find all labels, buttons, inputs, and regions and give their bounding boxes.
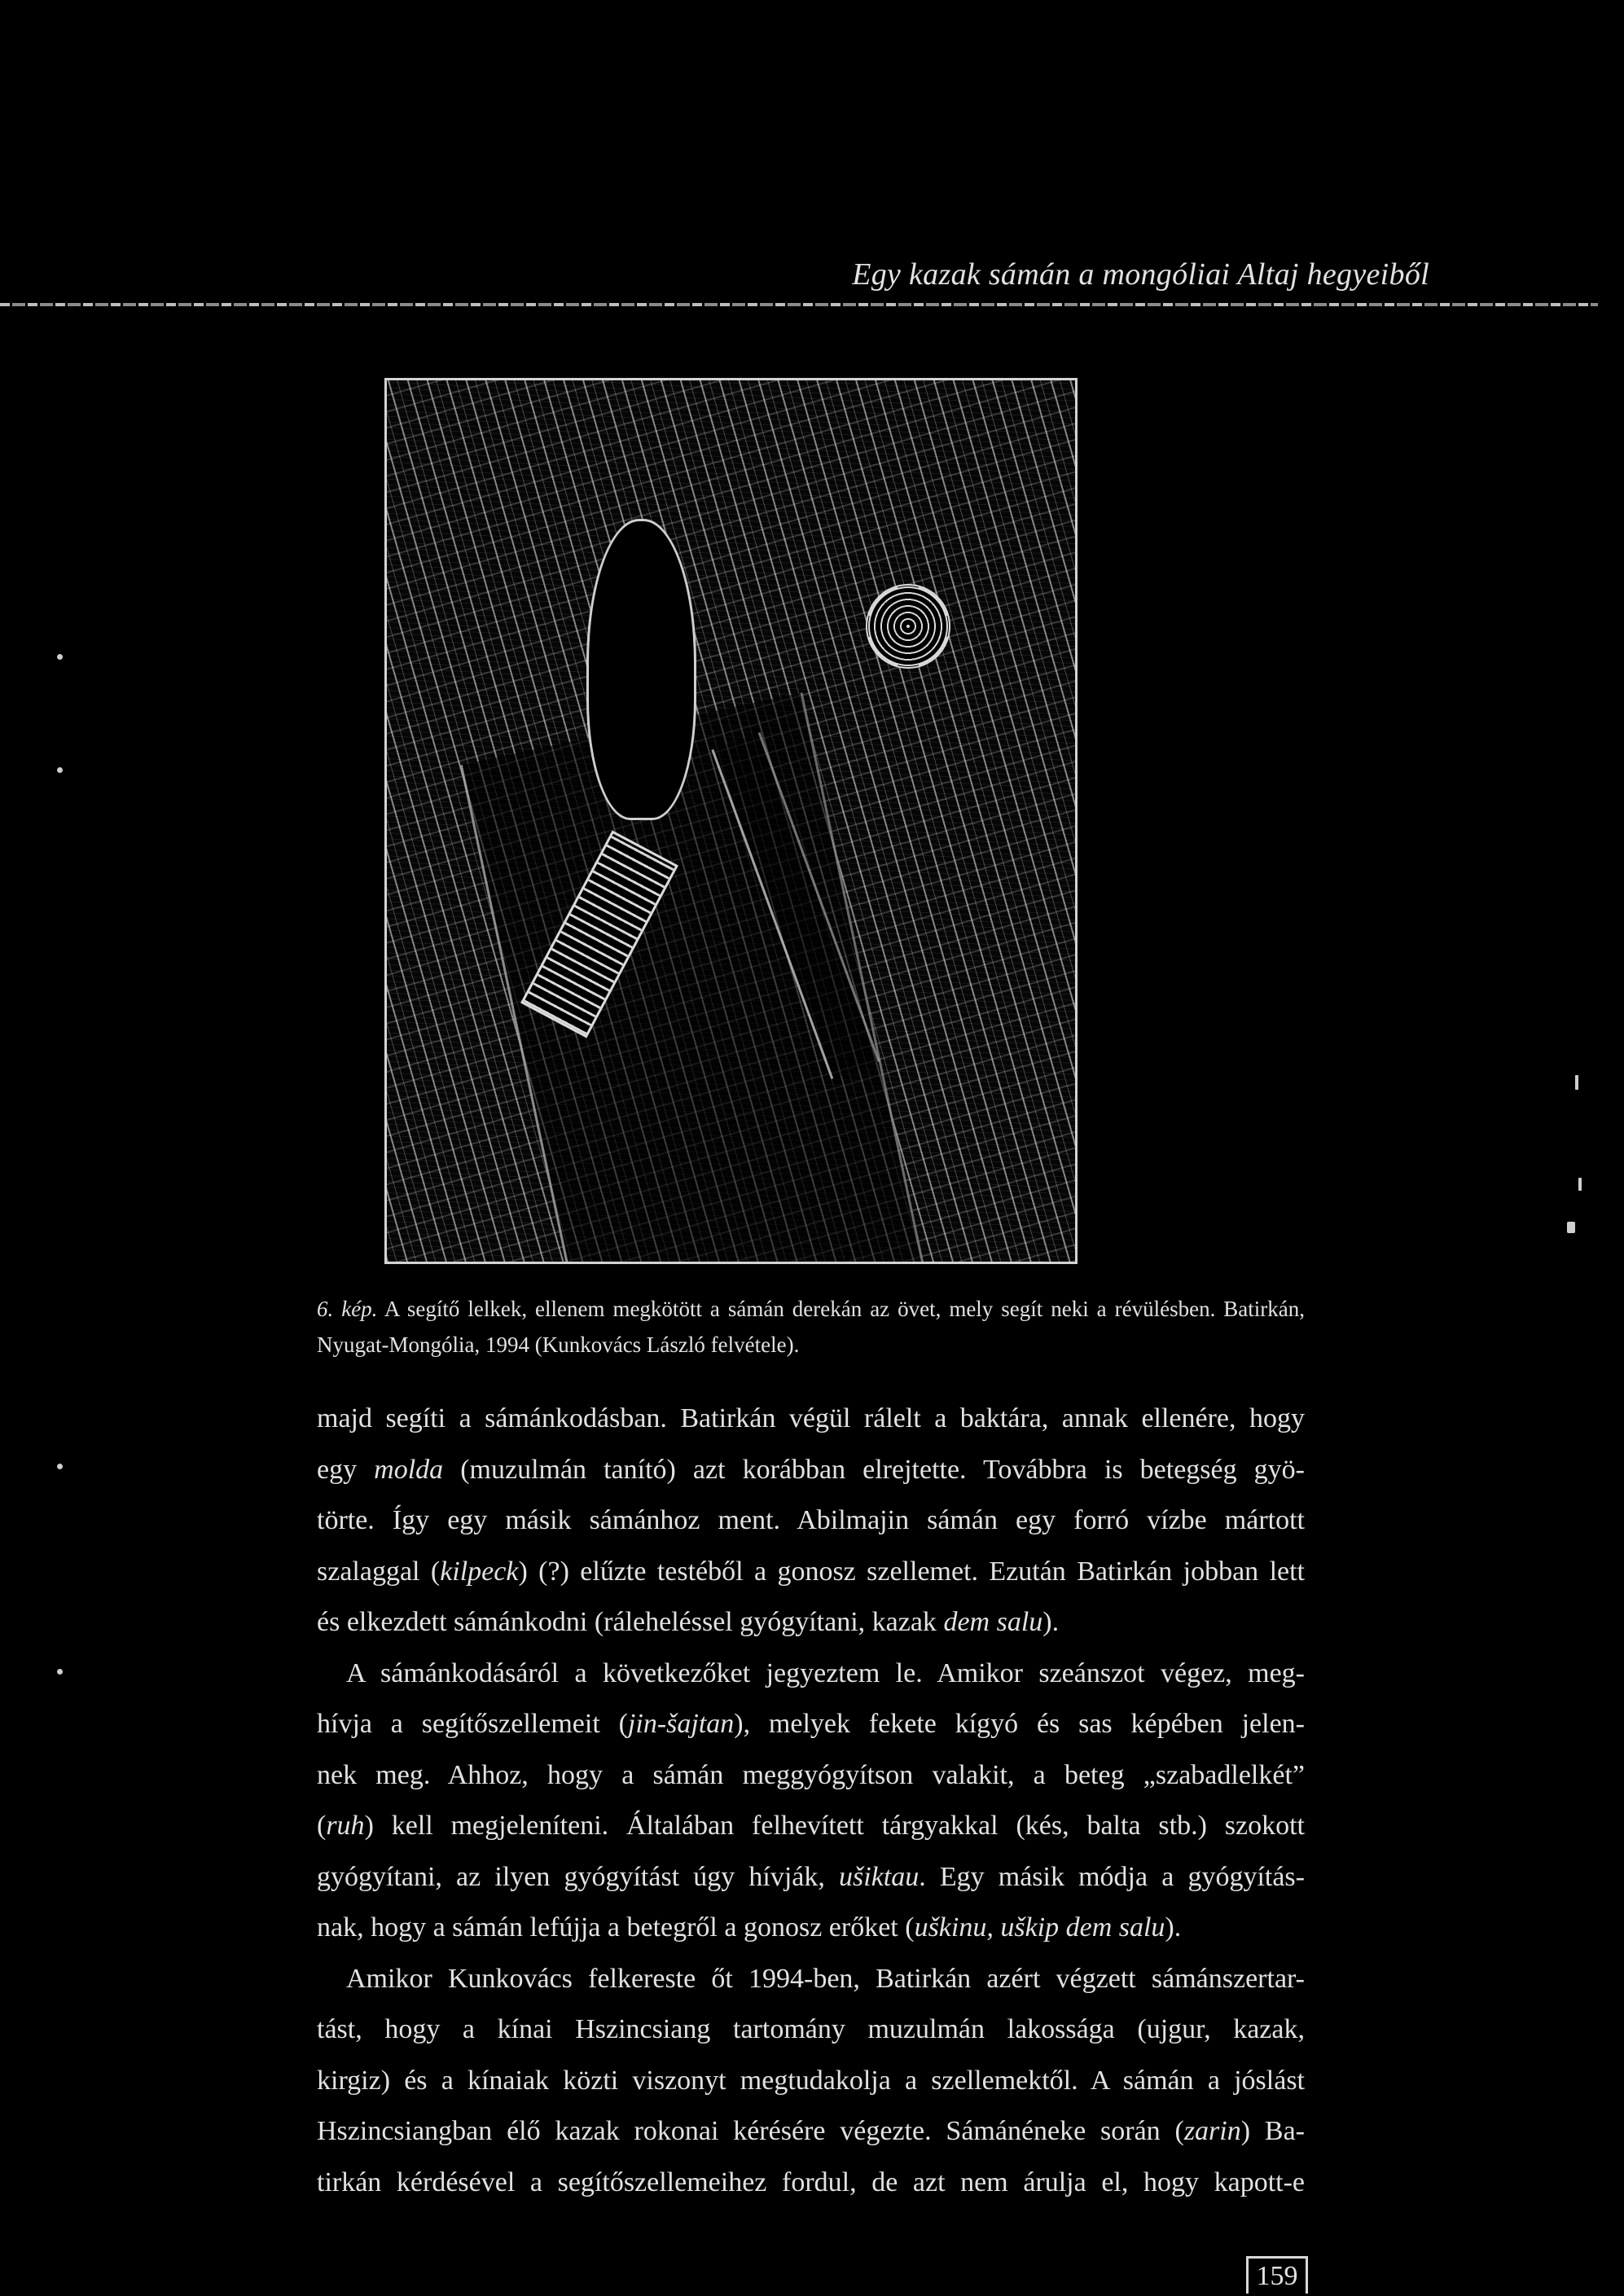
text-line <box>317 2158 1305 2209</box>
text-run: . Egy másik módja a gyógyítás- <box>919 1861 1305 1892</box>
italic-term: jin-šajtan <box>627 1709 735 1739</box>
text-run: tást, hogy a kínai Hszincsiang tartomány muzulmán lakossága (ujgur, kazak, <box>317 2014 1305 2044</box>
text-line <box>317 1394 1305 1445</box>
header-rule <box>0 303 1598 306</box>
italic-term: zarin <box>1183 2116 1241 2146</box>
text-line <box>317 2056 1305 2107</box>
text-run: ) kell megjeleníteni. Általában felhevített tárgyakkal (kés, balta stb.) szokott <box>364 1811 1305 1841</box>
italic-term: kilpeck <box>440 1556 519 1587</box>
text-line <box>317 2004 1305 2056</box>
text-line <box>317 1648 1305 1700</box>
text-line <box>317 1597 1305 1648</box>
scan-mark <box>1575 1075 1578 1090</box>
figure-label: 6. kép. <box>317 1297 378 1321</box>
scan-mark <box>57 1669 63 1675</box>
text-line <box>317 1495 1305 1547</box>
text-line <box>317 1852 1305 1903</box>
page-number: 159 <box>1246 2256 1308 2294</box>
figure-caption <box>317 1291 1305 1363</box>
body-paragraph <box>317 1394 1305 1648</box>
body-text <box>317 1394 1305 2208</box>
text-run: Hszincsiangban élő kazak rokonai kérésére végezte. Sámánéneke során ( <box>317 2116 1184 2146</box>
text-run: majd segíti a sámánkodásban. Batirkán végül rálelt a baktára, annak ellenére, hogy <box>317 1403 1305 1433</box>
scan-mark <box>1578 1178 1582 1191</box>
text-run: hívja a segítőszellemeit ( <box>317 1709 628 1739</box>
scan-mark <box>57 1464 63 1469</box>
text-line <box>317 2106 1305 2158</box>
caption-text: A segítő lelkek, ellenem megkötött a sámán derekán az övet, mely segít neki a révülésben. Batirkán, <box>384 1297 1306 1321</box>
caption-text: Nyugat-Mongólia, 1994 (Kunkovács László felvétele). <box>317 1332 800 1357</box>
photo-round-ornament <box>866 584 950 669</box>
italic-term: dem salu <box>943 1607 1043 1637</box>
text-run: ) (?) elűzte testéből a gonosz szellemet. Ezután Batirkán jobban lett <box>518 1556 1305 1587</box>
text-run: kirgiz) és a kínaiak közti viszonyt megtudakolja a szellemektől. A sámán a jóslást <box>317 2065 1305 2096</box>
text-run: (muzulmán tanító) azt korábban elrejtette. Továbbra is betegség gyö- <box>443 1454 1305 1485</box>
text-run: ) Ba- <box>1240 2116 1305 2146</box>
text-run: ), melyek fekete kígyó és sas képében jelen- <box>734 1709 1305 1739</box>
text-run: A sámánkodásáról a következőket jegyeztem le. Amikor szeánszot végez, meg- <box>346 1657 1305 1688</box>
text-run: nek meg. Ahhoz, hogy a sámán meggyógyítson valakit, a beteg „szabadlelkét” <box>317 1759 1305 1790</box>
text-line <box>317 1699 1305 1750</box>
italic-term: ušiktau <box>839 1861 920 1892</box>
text-run: gyógyítani, az ilyen gyógyítást úgy hívják, <box>317 1861 840 1892</box>
text-run: tirkán kérdésével a segítőszellemeihez fordul, de azt nem árulja el, hogy kapott-e <box>317 2166 1305 2197</box>
text-line <box>317 1750 1305 1802</box>
figure-photo <box>384 378 1078 1264</box>
text-run: Amikor Kunkovács felkereste őt 1994-ben, Batirkán azért végzett sámánszertar- <box>346 1963 1305 1994</box>
text-run: ). <box>1042 1607 1060 1637</box>
text-run: nak, hogy a sámán lefújja a betegről a gonosz erőket ( <box>317 1912 915 1943</box>
caption-line <box>317 1291 1305 1327</box>
text-line <box>317 1903 1305 1954</box>
text-line <box>317 1547 1305 1598</box>
text-line <box>317 1445 1305 1496</box>
scan-mark <box>1567 1222 1575 1233</box>
text-run: egy <box>317 1454 375 1485</box>
body-paragraph <box>317 1648 1305 1954</box>
text-run: és elkezdett sámánkodni (ráleheléssel gyógyítani, kazak <box>317 1607 944 1637</box>
running-header-title: Egy kazak sámán a mongóliai Altaj hegyeiből <box>852 257 1429 292</box>
photo-shaman-robe <box>460 692 924 1264</box>
text-run: szalaggal ( <box>317 1556 441 1587</box>
italic-term: uškinu, uškip dem salu <box>914 1912 1165 1943</box>
text-run: ). <box>1165 1912 1182 1943</box>
text-run: ( <box>317 1811 327 1841</box>
text-line <box>317 1801 1305 1852</box>
photo-shaman-head <box>586 519 696 820</box>
body-paragraph <box>317 1954 1305 2209</box>
scan-mark <box>57 654 63 660</box>
italic-term: ruh <box>326 1811 365 1841</box>
italic-term: molda <box>374 1454 444 1485</box>
text-run: törte. Így egy másik sámánhoz ment. Abilmajin sámán egy forró vízbe mártott <box>317 1505 1305 1535</box>
scan-mark <box>57 767 63 773</box>
text-line <box>317 1954 1305 2005</box>
caption-line <box>317 1327 1305 1363</box>
